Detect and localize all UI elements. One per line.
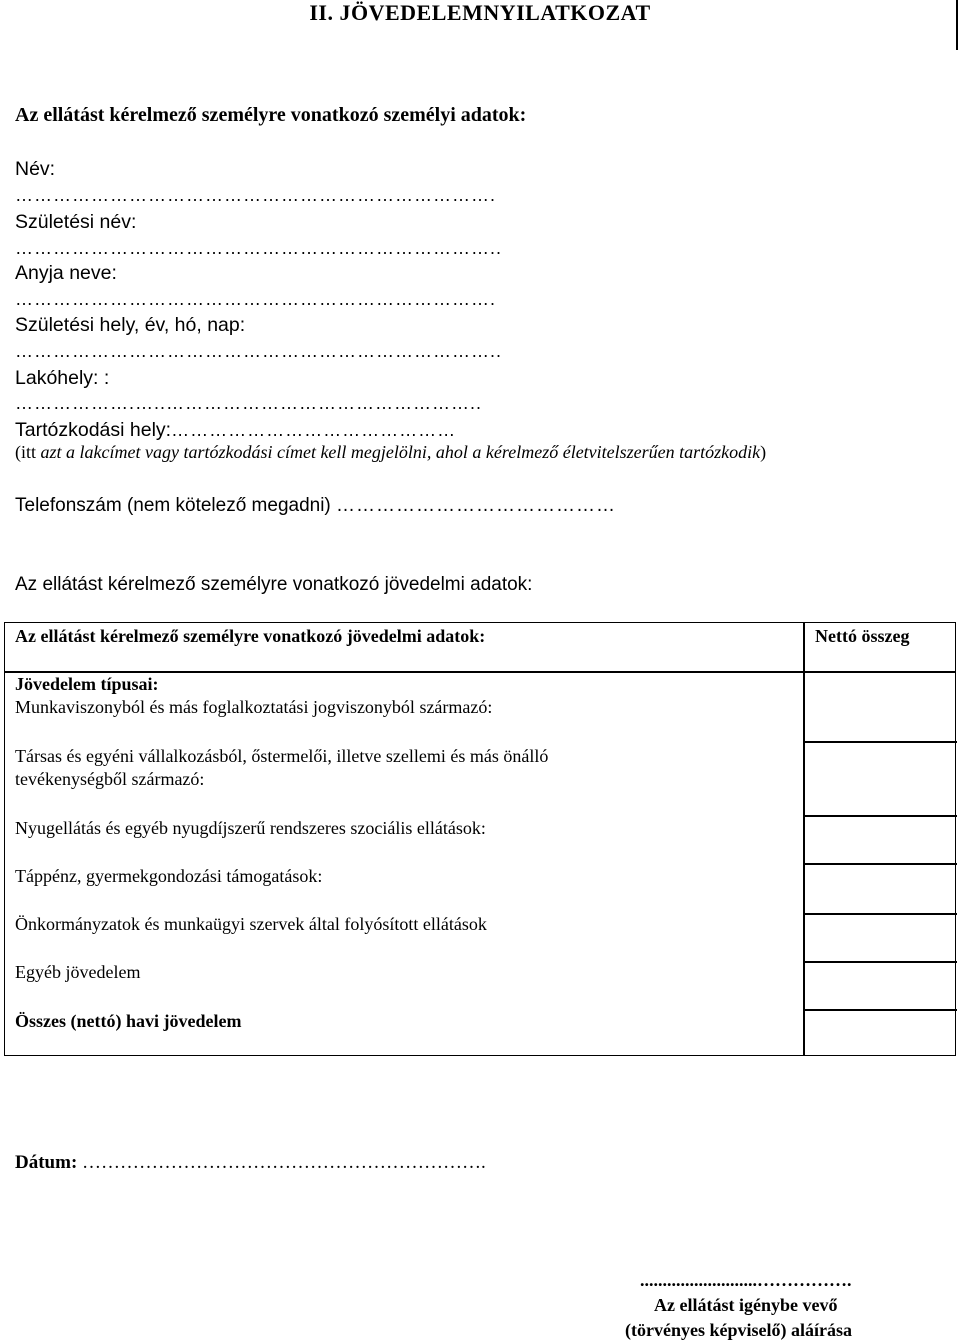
income-row-enterprise-line1: Társas és egyéni vállalkozásból, őstermelői, illetve szellemi és más önálló — [15, 746, 549, 766]
phone-label: Telefonszám (nem kötelező megadni) — [15, 495, 331, 516]
address-note — [15, 442, 766, 463]
birth-name-label: Születési név: — [15, 211, 137, 233]
note-suffix: ) — [760, 442, 767, 462]
birth-place-date-label: Születési hely, év, hó, nap: — [15, 314, 246, 336]
amount-cell-divider-1 — [803, 741, 957, 743]
income-type-label: Jövedelem típusai: — [15, 674, 159, 694]
date-label: Dátum: — [15, 1152, 78, 1173]
date-line — [15, 1152, 486, 1174]
amount-cell-divider-3 — [803, 863, 957, 865]
signature-label-line2: (törvényes képviselő) aláírása — [625, 1320, 852, 1340]
birth-place-date-dots: ………………………………………………………………….. — [15, 341, 503, 361]
column-divider — [803, 623, 805, 1055]
birth-name-dots: ………………………………………………………………….. — [15, 238, 503, 258]
income-row-pension: Nyugellátás és egyéb nyugdíjszerű rendszeres szociális ellátások: — [15, 818, 486, 838]
amount-cell-divider-5 — [803, 961, 957, 963]
stay-place-label-text: Tartózkodási hely: — [15, 419, 172, 441]
header-row-divider — [5, 671, 955, 673]
mother-name-dots: …………………………………………………………………. — [15, 289, 497, 309]
page-edge-line — [956, 0, 958, 50]
name-label: Név: — [15, 158, 56, 180]
income-row-employment: Munkaviszonyból és más foglalkoztatási jogviszonyból származó: — [15, 697, 493, 717]
residence-dots: ……………….…..………………………………………….. — [15, 393, 483, 413]
income-row-municipal: Önkormányzatok és munkaügyi szervek által folyósított ellátások — [15, 914, 487, 934]
document-title: II. JÖVEDELEMNYILATKOZAT — [309, 0, 651, 25]
stay-place-dots: ……………………………………… — [171, 420, 457, 440]
table-header-label: Az ellátást kérelmező személyre vonatkozó jövedelmi adatok: — [15, 626, 486, 646]
signature-dots: ..........................……………. — [640, 1270, 852, 1290]
income-heading: Az ellátást kérelmező személyre vonatkozó jövedelmi adatok: — [15, 574, 533, 595]
name-dots: …………………………………………………………………. — [15, 185, 497, 205]
note-prefix: (itt — [15, 442, 41, 462]
income-row-enterprise-line2: tevékenységből származó: — [15, 769, 205, 789]
income-row-sick-pay: Táppénz, gyermekgondozási támogatások: — [15, 866, 323, 886]
note-italic: azt a lakcímet vagy tartózkodási címet kell megjelölni, ahol a kérelmező életvitelszerűen tartózkodik — [40, 442, 761, 462]
amount-cell-divider-2 — [803, 815, 957, 817]
stay-place-label — [15, 419, 456, 442]
amount-header: Nettó összeg — [815, 626, 910, 646]
signature-label-line1: Az ellátást igénybe vevő — [654, 1295, 838, 1315]
income-row-total: Összes (nettó) havi jövedelem — [15, 1011, 242, 1031]
mother-name-label: Anyja neve: — [15, 262, 117, 284]
amount-cell-divider-4 — [803, 913, 957, 915]
income-row-other: Egyéb jövedelem — [15, 962, 141, 982]
residence-label: Lakóhely: : — [15, 367, 110, 389]
date-dots: ………………………………………………………. — [77, 1152, 486, 1173]
personal-data-heading: Az ellátást kérelmező személyre vonatkozó személyi adatok: — [15, 104, 527, 126]
phone-line — [15, 495, 616, 517]
phone-dots: …………………………………… — [336, 495, 617, 516]
income-table — [4, 622, 956, 1056]
amount-cell-divider-6 — [803, 1009, 957, 1011]
